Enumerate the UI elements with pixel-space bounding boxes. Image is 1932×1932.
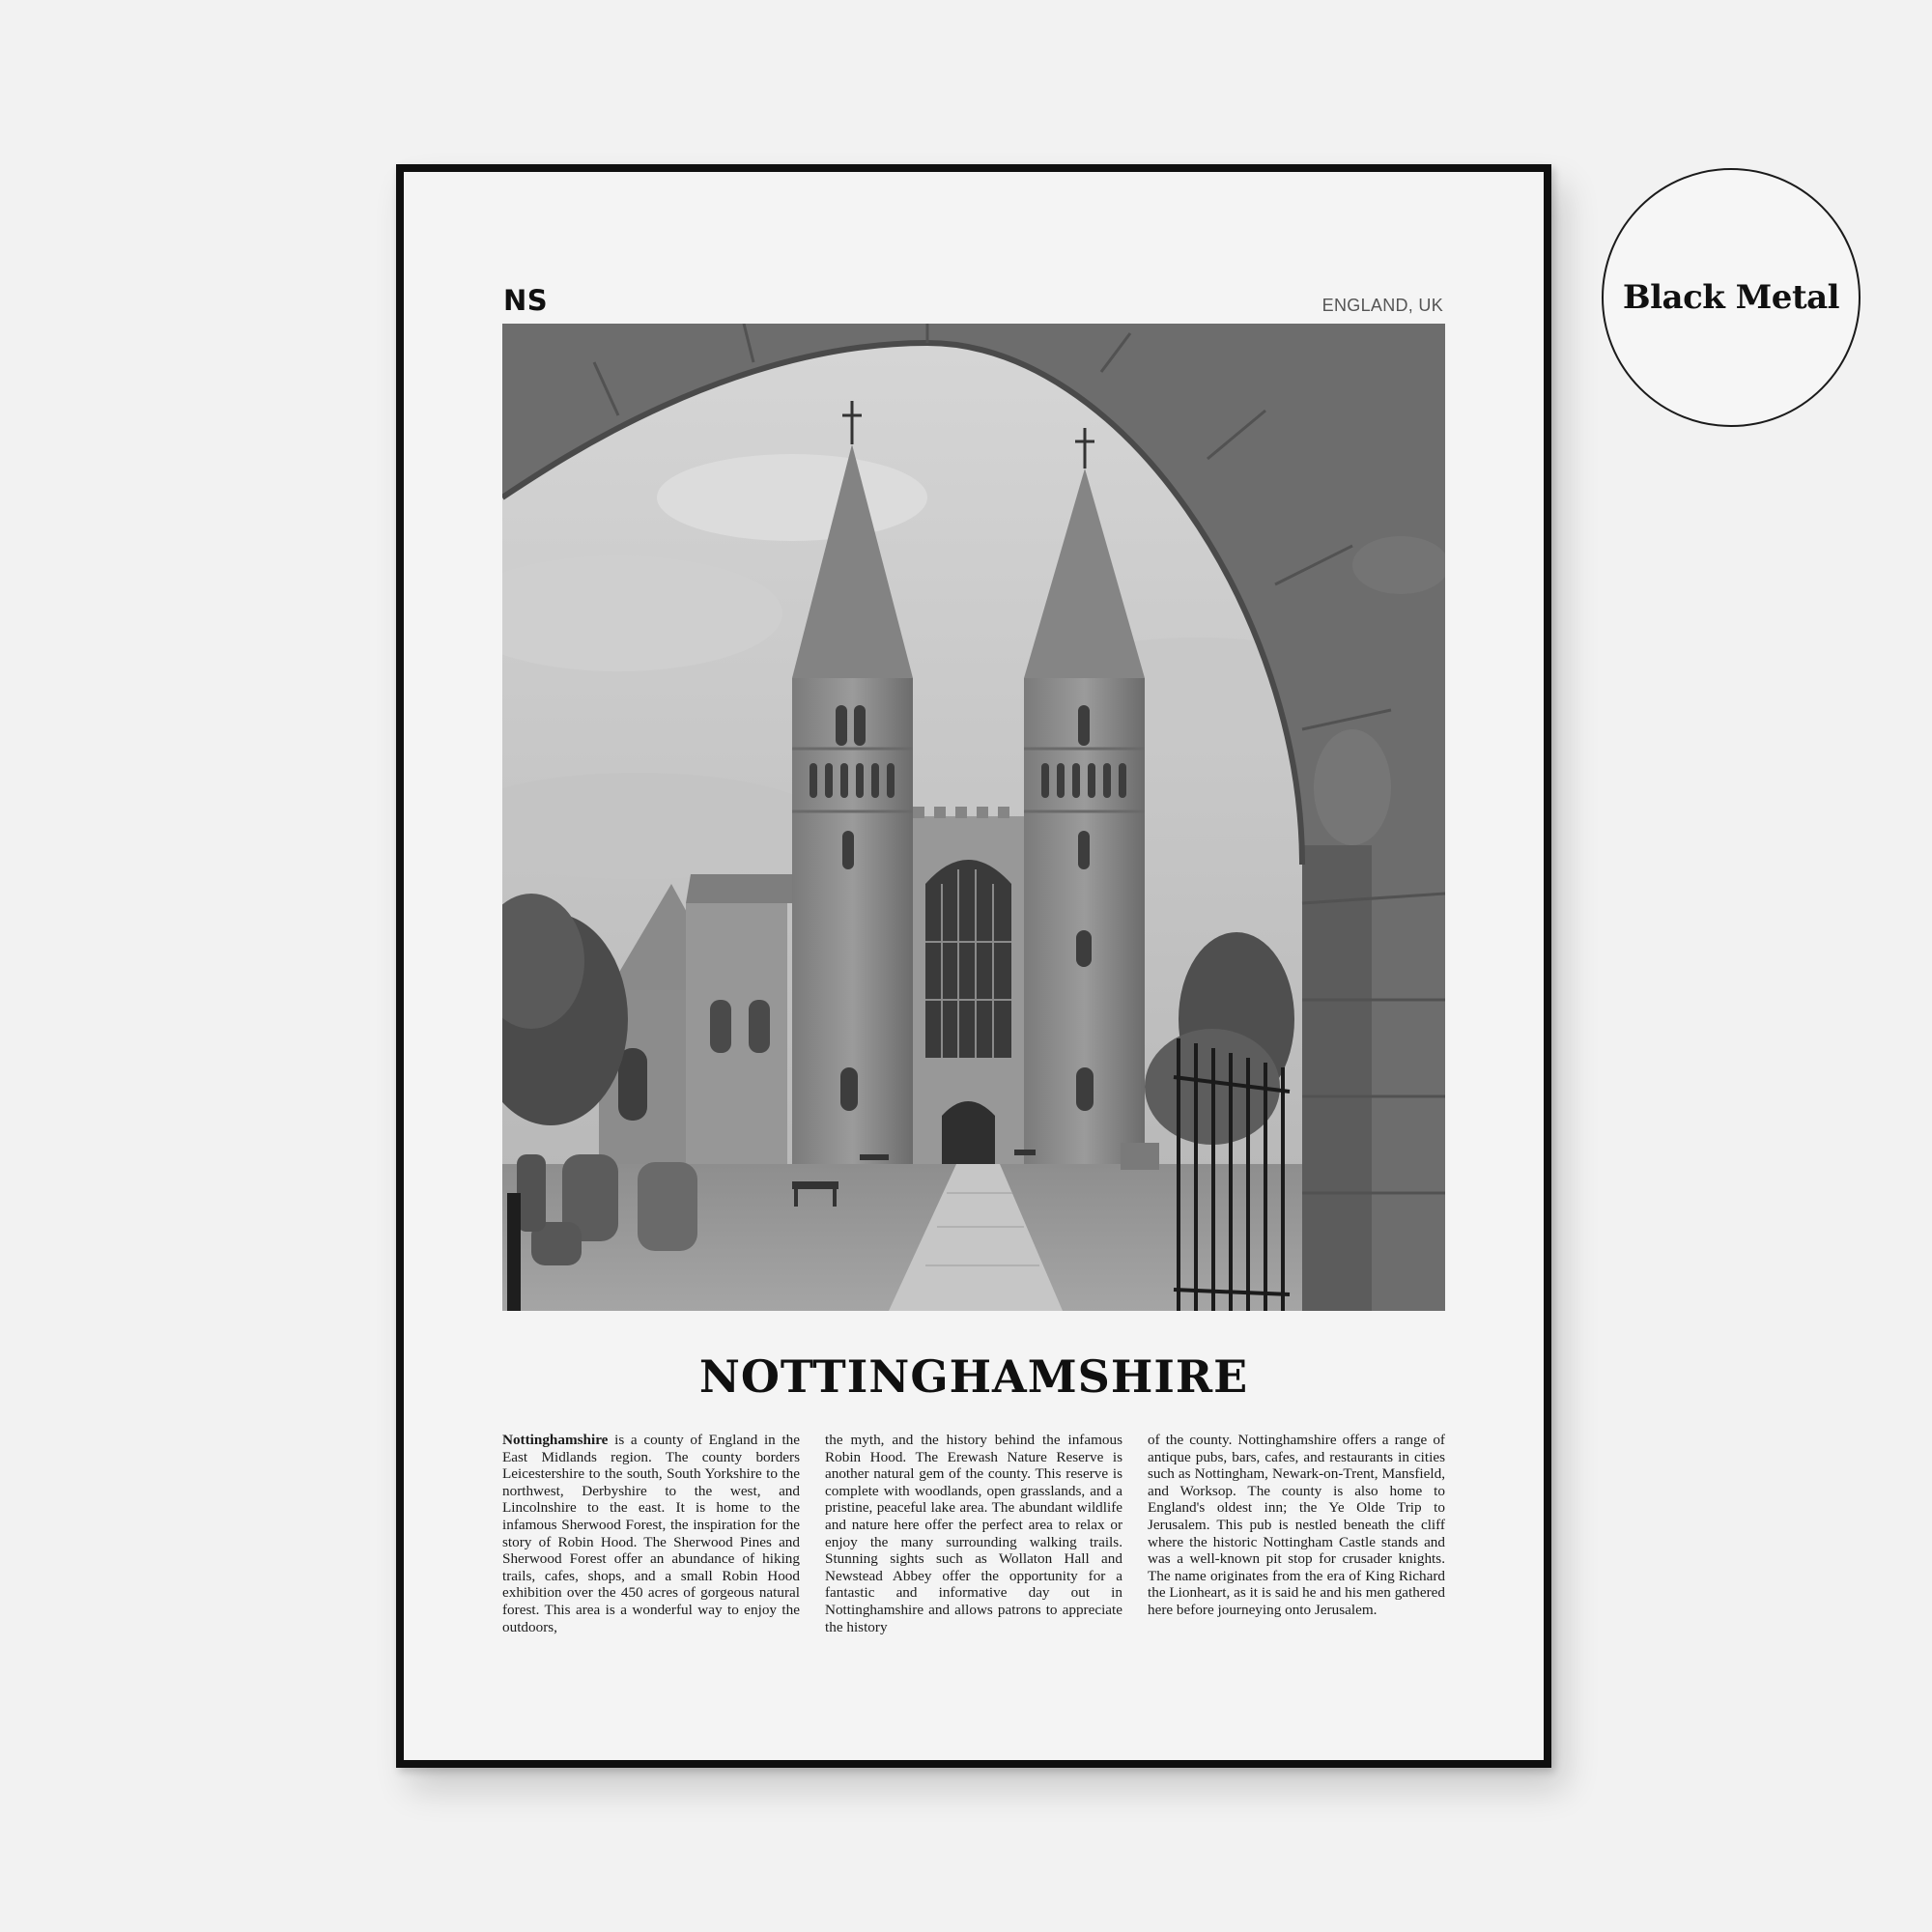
- frame-type-badge: [1602, 168, 1861, 427]
- description-column-3: of the county. Nottinghamshire offers a range of antique pubs, bars, cafes, and restaurants in cities such as Nottingham, Newark-on-Trent, Mansfield, and Worksop. The county is also home to England's oldest inn; the Ye Olde Trip to Jerusalem. This pub is nestled beneath the cliff where the historic Nottingham Castle stands and was a well-known pit stop for crusader knights. The name originates from the era of King Richard the Lionheart, as it is said he and his men gathered here before journeying onto Jerusalem.: [1148, 1432, 1445, 1618]
- poster-paper: [404, 172, 1544, 1760]
- poster-description: [502, 1432, 1445, 1635]
- poster-code: NS: [503, 284, 549, 317]
- poster-title: NOTTINGHAMSHIRE: [698, 1350, 1249, 1403]
- description-intro-bold: Nottinghamshire: [502, 1432, 609, 1448]
- cathedral-photo: [502, 324, 1445, 1311]
- description-column-2: the myth, and the history behind the infamous Robin Hood. The Erewash Nature Reserve is another natural gem of the county. This reserve is complete with woodlands, open grasslands, and a pristine, peaceful lake area. The abundant wildlife and nature here offer the perfect area to relax or enjoy the many surrounding walking trails. Stunning sights such as Wollaton Hall and Newstead Abbey offer the opportunity for a fantastic and informative day out in Nottinghamshire and allows patrons to appreciate the history: [825, 1432, 1122, 1635]
- description-column-1: [502, 1432, 800, 1635]
- cathedral-illustration: [502, 324, 1445, 1311]
- black-metal-frame: [396, 164, 1551, 1768]
- description-column-1-text: is a county of England in the East Midlands region. The county borders Leicestershire to the south, South Yorkshire to the northwest, Derbyshire to the west, and Lincolnshire to the east. It is home to the infamous Sherwood Forest, the inspiration for the story of Robin Hood. The Sherwood Pines and Sherwood Forest offer an abundance of hiking trails, cafes, shops, and a small Robin Hood exhibition over the 450 acres of gorgeous natural forest. This area is a wonderful way to enjoy the outdoors,: [502, 1432, 801, 1635]
- poster-location: ENGLAND, UK: [1321, 296, 1443, 315]
- frame-type-label: Black Metal: [1622, 278, 1840, 317]
